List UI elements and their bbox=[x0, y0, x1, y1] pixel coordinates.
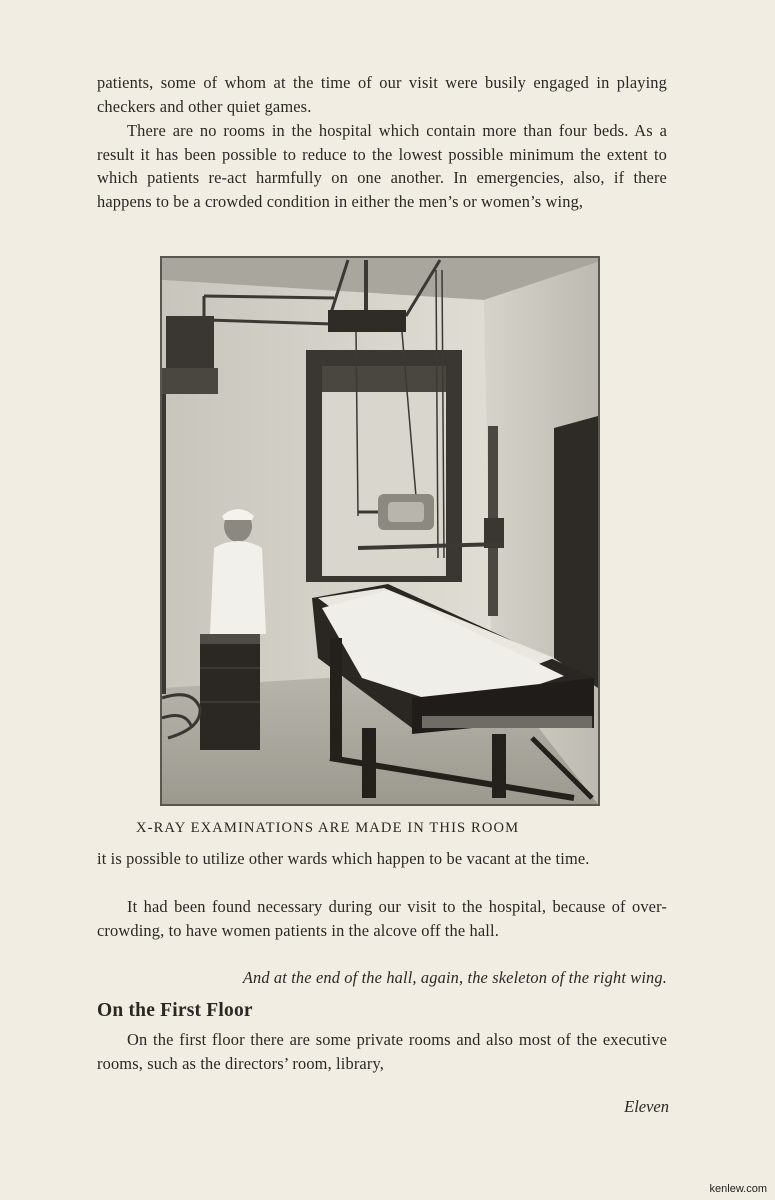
watermark: kenlew.com bbox=[709, 1183, 767, 1195]
paragraph: On the first floor there are some private rooms and also most of the executive rooms, such as the directors’ room, library, bbox=[97, 1030, 667, 1073]
section-heading: On the First Floor bbox=[97, 1000, 253, 1021]
page-number: Eleven bbox=[624, 1097, 669, 1116]
paragraph-italic: And at the end of the hall, again, the skeleton of the right wing. bbox=[242, 968, 667, 987]
paragraph: it is possible to utilize other wards which happen to be vacant at the time. bbox=[97, 849, 590, 868]
figure-caption: X-RAY EXAMINATIONS ARE MADE IN THIS ROOM bbox=[136, 820, 520, 836]
paragraph: There are no rooms in the hospital which contain more than four beds. As a result it has been possible to reduce to the lowest possible minimum the extent to which patients re-act harmfully on one another. In emergencies, also, if there happens to be a crowded condition in either the men’s or women’s wing, bbox=[97, 121, 667, 211]
paragraph: patients, some of whom at the time of our visit were busily engaged in playing checkers and other quiet games. bbox=[97, 73, 667, 116]
paragraph: It had been found necessary during our visit to the hospital, because of over-crowding, to have women patients in the alcove off the hall. bbox=[97, 897, 667, 940]
xray-room-photograph bbox=[160, 256, 600, 806]
